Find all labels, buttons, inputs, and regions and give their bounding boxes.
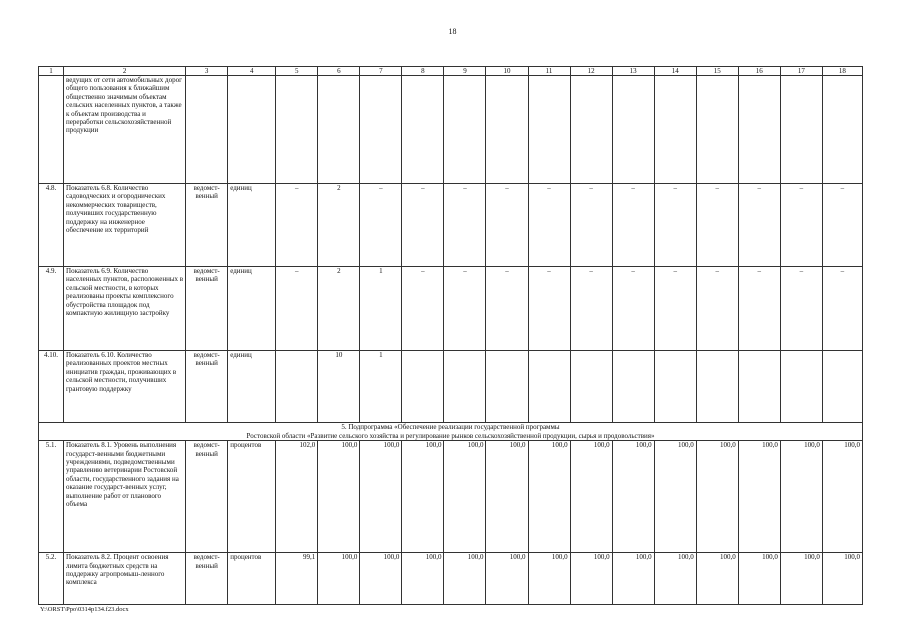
- column-number: 1: [39, 67, 64, 76]
- value-cell: –: [822, 267, 862, 351]
- row-number: 4.8.: [39, 184, 64, 267]
- row-number: 4.10.: [39, 351, 64, 423]
- value-cell: –: [738, 184, 780, 267]
- indicator-text: Показатель 8.2. Процент освоения лимита бюджетных средств на поддержку агропромыш-ленного комплекса: [64, 553, 186, 605]
- indicator-text: ведущих от сети автомобильных дорог общего пользования к ближайшим общественно значимым объектам сельских населенных пунктов, а также к объектам производства и переработки сельскохозяйственной продукции: [64, 76, 186, 184]
- value-cell: –: [738, 267, 780, 351]
- value-cell: 100,0: [402, 441, 444, 553]
- empty-cell: [528, 76, 570, 184]
- empty-cell: [402, 76, 444, 184]
- value-cell: 100,0: [486, 441, 528, 553]
- value-cell: 100,0: [486, 553, 528, 605]
- empty-cell: [486, 76, 528, 184]
- column-number: 16: [738, 67, 780, 76]
- value-cell: 100,0: [402, 553, 444, 605]
- value-cell: [402, 351, 444, 423]
- column-number: 8: [402, 67, 444, 76]
- empty-cell: [360, 76, 402, 184]
- value-cell: 100,0: [360, 441, 402, 553]
- value-cell: 10: [318, 351, 360, 423]
- indicator-text: Показатель 6.8. Количество садоводческих и огороднических некоммерческих товариществ, получивших государственную поддержку на инженерное обеспечение их территорий: [64, 184, 186, 267]
- unit-of-measure: единиц: [228, 351, 276, 423]
- value-cell: [444, 351, 486, 423]
- row-number-cell: [39, 76, 64, 184]
- column-number: 6: [318, 67, 360, 76]
- column-number: 12: [570, 67, 612, 76]
- subprogram-heading-row: [39, 423, 863, 441]
- value-cell: 100,0: [738, 441, 780, 553]
- table-row: [39, 184, 863, 267]
- empty-cell: [780, 76, 822, 184]
- value-cell: 100,0: [318, 553, 360, 605]
- value-cell: 100,0: [570, 441, 612, 553]
- value-cell: 102,0: [276, 441, 318, 553]
- indicators-table: [38, 66, 863, 605]
- value-cell: –: [444, 184, 486, 267]
- value-cell: –: [486, 267, 528, 351]
- empty-cell: [186, 76, 228, 184]
- value-cell: –: [528, 267, 570, 351]
- page-number: 18: [448, 27, 457, 36]
- value-cell: –: [612, 184, 654, 267]
- value-cell: 1: [360, 351, 402, 423]
- value-cell: [822, 351, 862, 423]
- column-number: 2: [64, 67, 186, 76]
- value-cell: [276, 351, 318, 423]
- column-number: 13: [612, 67, 654, 76]
- value-cell: –: [402, 184, 444, 267]
- column-number: 15: [696, 67, 738, 76]
- empty-cell: [444, 76, 486, 184]
- table-row: [39, 267, 863, 351]
- value-cell: –: [780, 184, 822, 267]
- value-cell: [738, 351, 780, 423]
- value-cell: 100,0: [570, 553, 612, 605]
- value-cell: –: [822, 184, 862, 267]
- empty-cell: [570, 76, 612, 184]
- value-cell: –: [570, 267, 612, 351]
- row-number: 5.2.: [39, 553, 64, 605]
- value-cell: –: [360, 184, 402, 267]
- column-number: 14: [654, 67, 696, 76]
- value-cell: –: [654, 184, 696, 267]
- empty-cell: [228, 76, 276, 184]
- value-cell: 100,0: [444, 441, 486, 553]
- value-cell: 100,0: [528, 441, 570, 553]
- value-cell: 2: [318, 184, 360, 267]
- column-number: 11: [528, 67, 570, 76]
- value-cell: 100,0: [780, 553, 822, 605]
- column-number: 4: [228, 67, 276, 76]
- value-cell: 100,0: [654, 441, 696, 553]
- value-cell: –: [570, 184, 612, 267]
- value-cell: [654, 351, 696, 423]
- indicator-text: Показатель 6.9. Количество населенных пунктов, расположенных в сельской местности, в которых реализованы проекты комплексного обустройства площадок под компактную жилищную застройку: [64, 267, 186, 351]
- indicator-text: Показатель 8.1. Уровень выполнения государст-венными бюджетными учреждениями, подведомственными управлению ветеринарии Ростовской области, государственного задания на оказание государст-венных услуг, выполнение работ от планового объема: [64, 441, 186, 553]
- value-cell: –: [612, 267, 654, 351]
- column-number: 10: [486, 67, 528, 76]
- empty-cell: [696, 76, 738, 184]
- subprogram-heading: [39, 423, 863, 441]
- value-cell: 100,0: [738, 553, 780, 605]
- value-cell: 100,0: [612, 441, 654, 553]
- subprogram-title-line1: 5. Подпрограмма «Обеспечение реализации государственной программы: [341, 423, 560, 431]
- value-cell: 1: [360, 267, 402, 351]
- value-cell: –: [276, 184, 318, 267]
- value-cell: 100,0: [780, 441, 822, 553]
- value-cell: 100,0: [318, 441, 360, 553]
- table-row: [39, 76, 863, 184]
- empty-cell: [822, 76, 862, 184]
- value-cell: –: [402, 267, 444, 351]
- column-number: 18: [822, 67, 862, 76]
- value-cell: [612, 351, 654, 423]
- table-row: [39, 441, 863, 553]
- column-number: 3: [186, 67, 228, 76]
- value-cell: 100,0: [654, 553, 696, 605]
- value-cell: 100,0: [696, 441, 738, 553]
- empty-cell: [276, 76, 318, 184]
- value-cell: 2: [318, 267, 360, 351]
- value-cell: 100,0: [612, 553, 654, 605]
- column-number: 17: [780, 67, 822, 76]
- value-cell: –: [696, 184, 738, 267]
- value-cell: [780, 351, 822, 423]
- indicator-text: Показатель 6.10. Количество реализованных проектов местных инициатив граждан, проживающих в сельской местности, получивших грантовую поддержку: [64, 351, 186, 423]
- value-cell: 100,0: [360, 553, 402, 605]
- unit-of-measure: процентов: [228, 553, 276, 605]
- value-cell: 100,0: [696, 553, 738, 605]
- value-cell: 100,0: [528, 553, 570, 605]
- empty-cell: [738, 76, 780, 184]
- data-source: ведомст-венный: [186, 553, 228, 605]
- value-cell: [528, 351, 570, 423]
- value-cell: [570, 351, 612, 423]
- column-number: 5: [276, 67, 318, 76]
- value-cell: 99,1: [276, 553, 318, 605]
- file-path-footer: Y:\ORST\Ppo\0314p134.f23.docx: [40, 606, 129, 613]
- value-cell: [696, 351, 738, 423]
- data-source: ведомст-венный: [186, 441, 228, 553]
- subprogram-title-line2: Ростовской области «Развитие сельского хозяйства и регулирование рынков сельскохозяйственной продукции, сырья и продовольствия»: [246, 431, 655, 440]
- value-cell: 100,0: [444, 553, 486, 605]
- data-source: ведомст-венный: [186, 351, 228, 423]
- value-cell: 100,0: [822, 441, 862, 553]
- column-number-row: [39, 67, 863, 76]
- row-number: 4.9.: [39, 267, 64, 351]
- empty-cell: [654, 76, 696, 184]
- value-cell: [486, 351, 528, 423]
- column-number: 9: [444, 67, 486, 76]
- data-source: ведомст-венный: [186, 267, 228, 351]
- value-cell: –: [780, 267, 822, 351]
- value-cell: –: [528, 184, 570, 267]
- column-number: 7: [360, 67, 402, 76]
- empty-cell: [612, 76, 654, 184]
- unit-of-measure: единиц: [228, 184, 276, 267]
- empty-cell: [318, 76, 360, 184]
- table-row: [39, 553, 863, 605]
- value-cell: –: [276, 267, 318, 351]
- value-cell: –: [696, 267, 738, 351]
- data-source: ведомст-венный: [186, 184, 228, 267]
- unit-of-measure: единиц: [228, 267, 276, 351]
- value-cell: 100,0: [822, 553, 862, 605]
- unit-of-measure: процентов: [228, 441, 276, 553]
- value-cell: –: [654, 267, 696, 351]
- value-cell: –: [486, 184, 528, 267]
- row-number: 5.1.: [39, 441, 64, 553]
- table-row: [39, 351, 863, 423]
- value-cell: –: [444, 267, 486, 351]
